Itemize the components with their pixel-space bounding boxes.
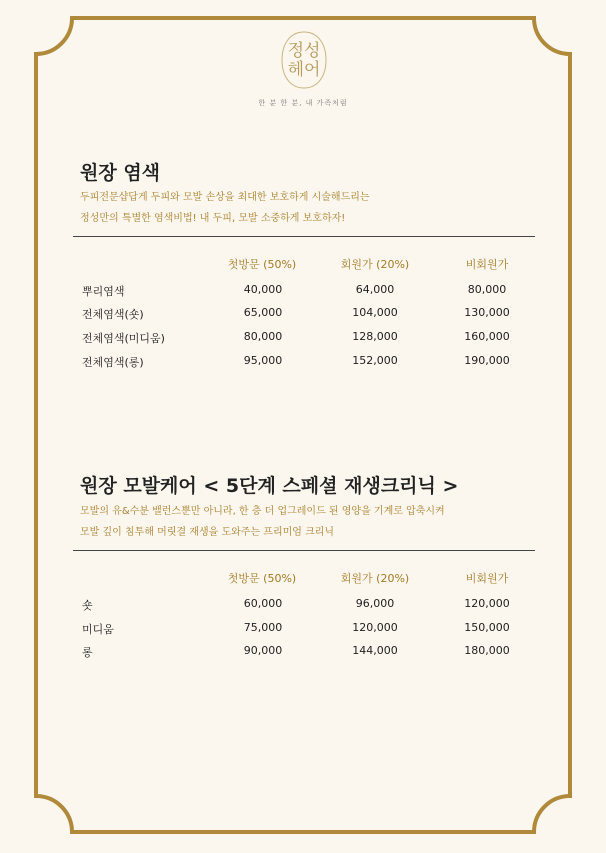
desc-line: 모발의 유&수분 밸런스뿐만 아니라, 한 층 더 업그레이드 된 영양을 기계로 압축시켜: [80, 506, 445, 517]
row-name: 전체염색(미디움): [82, 332, 165, 345]
price-cell: 128,000: [352, 330, 398, 343]
price-cell: 180,000: [464, 644, 510, 657]
header-member: 회원가 (20%): [340, 258, 410, 271]
price-cell: 95,000: [243, 354, 283, 367]
header-first-visit: 첫방문 (50%): [227, 258, 297, 271]
price-cell: 90,000: [243, 644, 283, 657]
price-cell: 96,000: [355, 597, 395, 610]
price-cell: 75,000: [243, 621, 283, 634]
section-desc-dye: [80, 187, 370, 229]
price-cell: 64,000: [355, 283, 395, 296]
header-member: 회원가 (20%): [340, 572, 410, 585]
row-name: 뿌리염색: [82, 285, 125, 298]
brand-tagline: 한 분 한 분, 내 가족처럼: [258, 99, 348, 107]
section-title-dye: 원장 염색: [80, 162, 161, 184]
brand-logo: [278, 30, 330, 90]
divider: [73, 236, 535, 237]
logo-line-1: 정성: [287, 41, 321, 61]
price-cell: 130,000: [464, 306, 510, 319]
price-cell: 152,000: [352, 354, 398, 367]
price-cell: 40,000: [243, 283, 283, 296]
price-cell: 60,000: [243, 597, 283, 610]
desc-line: 두피전문샵답게 두피와 모발 손상을 최대한 보호하게 시술해드리는: [80, 192, 370, 203]
row-name: 전체염색(롱): [82, 356, 144, 369]
price-cell: 104,000: [352, 306, 398, 319]
section-desc-care: [80, 501, 445, 543]
logo-line-2: 헤어: [287, 60, 321, 80]
price-cell: 80,000: [243, 330, 283, 343]
price-cell: 150,000: [464, 621, 510, 634]
header-first-visit: 첫방문 (50%): [227, 572, 297, 585]
price-cell: 160,000: [464, 330, 510, 343]
row-name: 롱: [82, 646, 93, 659]
row-name: 미디움: [82, 623, 114, 636]
price-cell: 65,000: [243, 306, 283, 319]
desc-line: 모발 깊이 침투해 머릿결 재생을 도와주는 프리미엄 크리닉: [80, 527, 335, 538]
row-name: 숏: [82, 599, 93, 612]
divider: [73, 550, 535, 551]
price-cell: 120,000: [352, 621, 398, 634]
price-cell: 190,000: [464, 354, 510, 367]
header-non-member: 비회원가: [465, 572, 509, 585]
section-title-care: 원장 모발케어 < 5단계 스페셜 재생크리닉 >: [80, 475, 459, 497]
desc-line: 정성만의 특별한 염색비법! 내 두피, 모발 소중하게 보호하자!: [80, 213, 346, 224]
price-cell: 144,000: [352, 644, 398, 657]
price-cell: 80,000: [467, 283, 507, 296]
price-cell: 120,000: [464, 597, 510, 610]
row-name: 전체염색(숏): [82, 308, 144, 321]
header-non-member: 비회원가: [465, 258, 509, 271]
